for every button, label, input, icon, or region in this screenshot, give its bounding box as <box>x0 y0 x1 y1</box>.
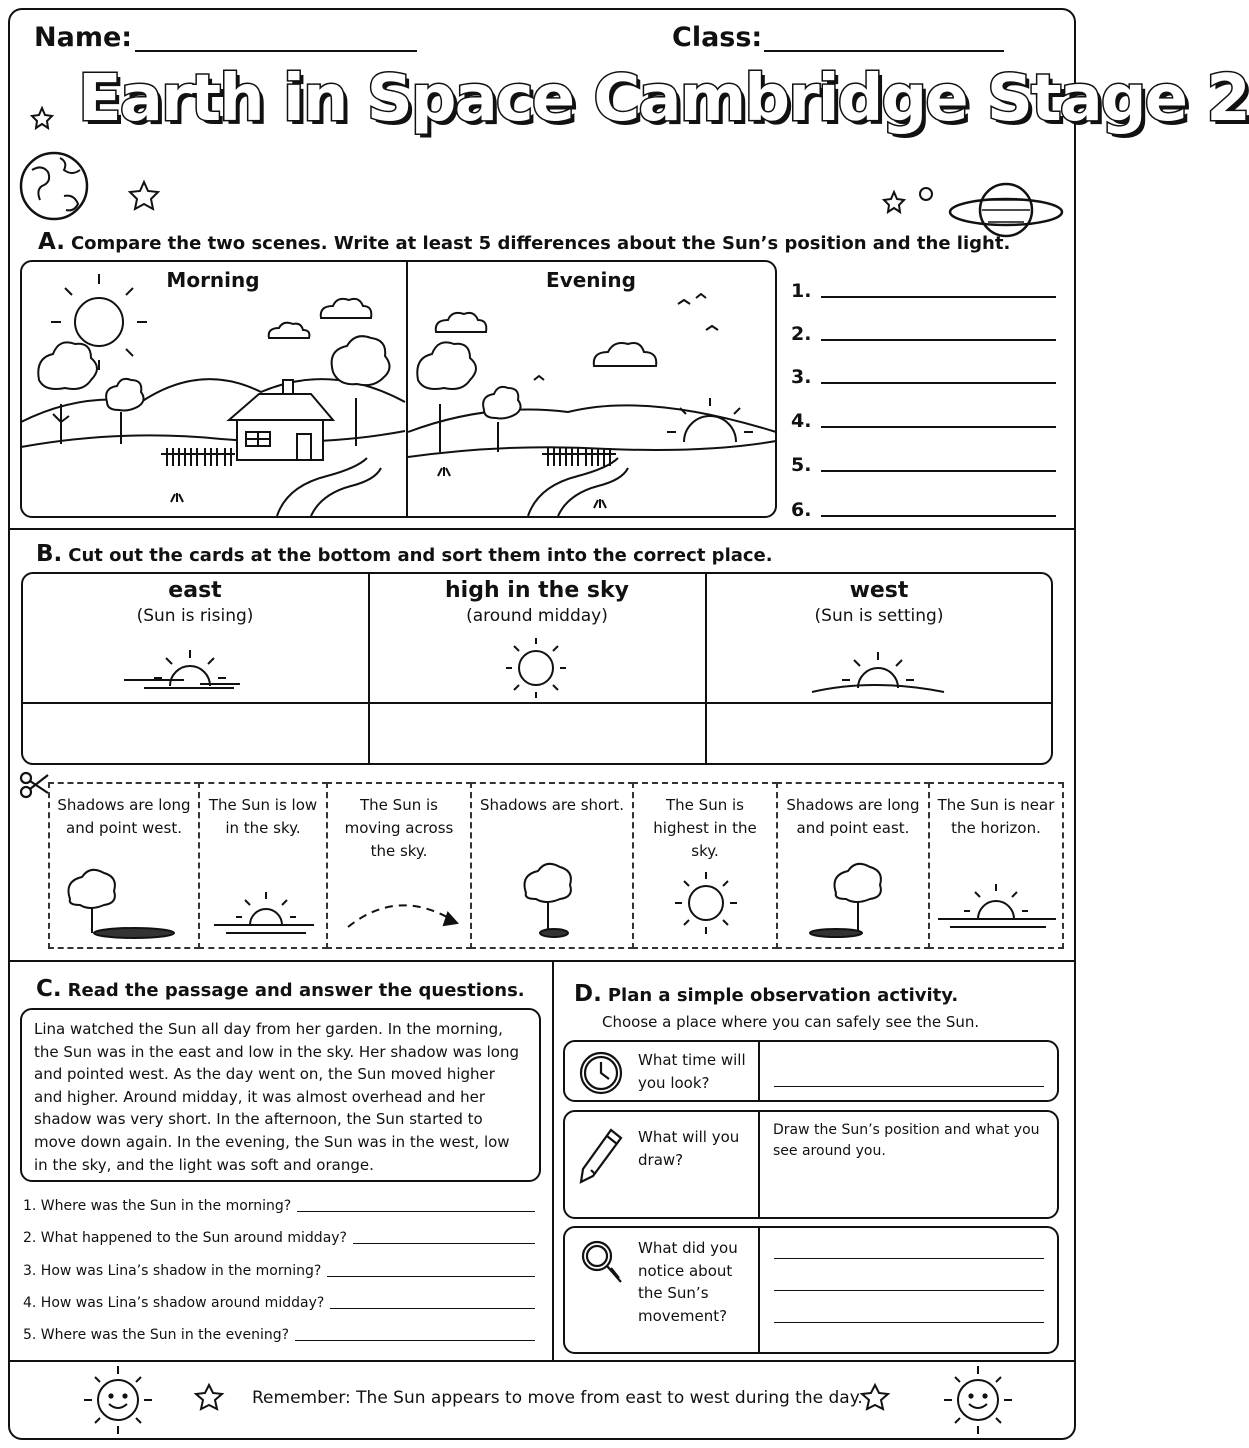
difference-answer-line[interactable] <box>821 426 1056 428</box>
divider-c-d <box>552 961 554 1360</box>
card-sun-highest[interactable]: The Sun is highest in the sky. <box>632 782 778 949</box>
card-long-shadow-west[interactable]: Shadows are long and point west. <box>48 782 200 949</box>
difference-number: 3. <box>791 366 812 388</box>
high-sun-icon <box>634 863 778 943</box>
difference-answer-line[interactable] <box>821 515 1056 517</box>
low-sun-icon <box>200 873 328 943</box>
question-text: 3. How was Lina’s shadow in the morning? <box>23 1263 327 1279</box>
class-label: Class: <box>672 22 763 53</box>
divider-b-cd <box>8 960 1076 962</box>
time-answer-line[interactable] <box>774 1086 1044 1087</box>
tree-long-shadow-icon <box>50 863 200 943</box>
divider-footer <box>8 1360 1076 1362</box>
globe-icon <box>20 100 100 225</box>
card-sun-moving[interactable]: The Sun is moving across the sky. <box>326 782 472 949</box>
section-a-title: A. Compare the two scenes. Write at least 5 differences about the Sun’s position and the light. <box>38 229 1011 255</box>
smiling-sun-icon-left <box>76 1362 160 1438</box>
evening-scene-illustration <box>408 262 776 516</box>
sunset-icon <box>808 646 948 698</box>
tree-short-shadow-icon <box>472 853 634 943</box>
section-b-title: B. Cut out the cards at the bottom and sort them into the correct place. <box>36 541 773 567</box>
difference-row <box>791 446 1056 476</box>
sunrise-icon <box>120 636 250 696</box>
difference-answer-line[interactable] <box>821 339 1056 341</box>
section-d-title: D. Plan a simple observation activity. <box>574 981 959 1007</box>
magnifier-icon <box>577 1236 627 1296</box>
question-row <box>23 1321 535 1345</box>
section-c-title: C. Read the passage and answer the questions. <box>36 976 525 1002</box>
notice-answer-line-2[interactable] <box>774 1290 1044 1291</box>
sort-col-west: west (Sun is setting) <box>814 578 944 626</box>
plan-row-time: What time will you look? <box>563 1040 1059 1102</box>
question-row <box>23 1192 535 1216</box>
sort-col-east: east (Sun is rising) <box>136 578 254 626</box>
question-text: 1. Where was the Sun in the morning? <box>23 1198 297 1214</box>
difference-row <box>791 272 1056 302</box>
reminder-text: Remember: The Sun appears to move from east to west during the day. <box>252 1388 863 1408</box>
sort-col-midday: high in the sky (around midday) <box>445 578 629 626</box>
plan-row-notice: What did you notice about the Sun’s movement? <box>563 1226 1059 1354</box>
card-long-shadow-east[interactable]: Shadows are long and point east. <box>776 782 930 949</box>
class-field[interactable] <box>764 50 1004 52</box>
scene-morning-label: Morning <box>166 268 260 292</box>
question-text: 4. How was Lina’s shadow around midday? <box>23 1295 330 1311</box>
difference-answer-line[interactable] <box>821 470 1056 472</box>
difference-number: 6. <box>791 499 812 521</box>
reading-passage: Lina watched the Sun all day from her garden. In the morning, the Sun was in the east and low in the sky. Her shadow was long and pointed west. As the day went on, the Sun moved higher and higher. Around midday, it was almost overhead and her shadow was very short. In the afternoon, the Sun started to move down again. In the evening, the Sun was in the west, low in the sky, and the light was soft and orange. <box>20 1008 541 1182</box>
difference-number: 1. <box>791 280 812 302</box>
scene-evening-label: Evening <box>546 268 636 292</box>
page-title: Earth in Space Cambridge Stage 2 <box>78 62 1249 136</box>
drawing-area[interactable] <box>761 1166 1057 1216</box>
difference-answer-line[interactable] <box>821 382 1056 384</box>
scissors-icon <box>18 768 52 802</box>
card-sun-low[interactable]: The Sun is low in the sky. <box>198 782 328 949</box>
question-row <box>23 1224 535 1248</box>
star-icon-footer-right <box>860 1383 890 1413</box>
star-icon-footer-left <box>194 1383 224 1413</box>
question-text: 2. What happened to the Sun around midday? <box>23 1230 353 1246</box>
difference-number: 4. <box>791 410 812 432</box>
difference-answer-line[interactable] <box>821 296 1056 298</box>
arc-arrow-icon <box>328 883 472 943</box>
name-label: Name: <box>34 22 133 53</box>
pencil-icon <box>577 1126 627 1186</box>
difference-row <box>791 402 1056 432</box>
horizon-sun-icon <box>930 873 1064 943</box>
card-short-shadow[interactable]: Shadows are short. <box>470 782 634 949</box>
clock-icon <box>577 1048 627 1098</box>
question-row <box>23 1289 535 1313</box>
plan-row-draw: What will you draw? Draw the Sun’s position and what you see around you. <box>563 1110 1059 1219</box>
difference-row <box>791 491 1056 521</box>
question-row <box>23 1257 535 1281</box>
name-field[interactable] <box>135 50 417 52</box>
draw-prompt: Draw the Sun’s position and what you see around you. <box>773 1122 1040 1159</box>
card-sun-horizon[interactable]: The Sun is near the horizon. <box>928 782 1064 949</box>
star-icon <box>128 180 160 212</box>
difference-row <box>791 315 1056 345</box>
morning-scene-illustration <box>21 262 405 516</box>
notice-answer-line-1[interactable] <box>774 1258 1044 1259</box>
difference-number: 2. <box>791 323 812 345</box>
tree-east-shadow-icon <box>778 853 930 943</box>
midday-sun-icon <box>494 636 578 700</box>
difference-number: 5. <box>791 454 812 476</box>
difference-row <box>791 358 1056 388</box>
sort-row-divider <box>22 702 1052 704</box>
divider-a-b <box>8 528 1076 530</box>
section-d-subtitle: Choose a place where you can safely see the Sun. <box>602 1013 980 1031</box>
question-text: 5. Where was the Sun in the evening? <box>23 1327 295 1343</box>
notice-answer-line-3[interactable] <box>774 1322 1044 1323</box>
smiling-sun-icon-right <box>936 1362 1020 1438</box>
